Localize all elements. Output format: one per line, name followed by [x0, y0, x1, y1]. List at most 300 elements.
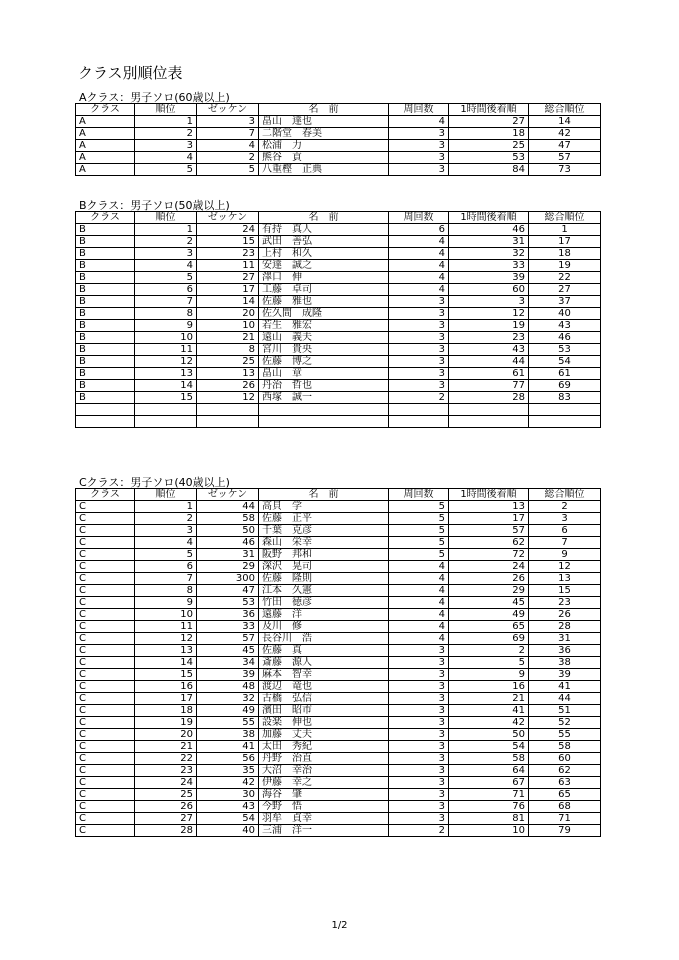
overall-rank-cell: 38 [529, 657, 601, 669]
after-1h-cell: 3 [449, 296, 529, 308]
name-cell: 及川 修 [259, 621, 389, 633]
class-cell: B [76, 332, 135, 344]
laps-cell: 6 [389, 224, 449, 236]
overall-rank-cell: 22 [529, 272, 601, 284]
class-c-table [75, 488, 601, 837]
rank-cell: 18 [135, 705, 197, 717]
overall-rank-cell: 27 [529, 284, 601, 296]
name-cell: 佐藤 隆則 [259, 573, 389, 585]
laps-cell: 4 [389, 573, 449, 585]
table-row [76, 308, 601, 320]
overall-rank-cell: 36 [529, 645, 601, 657]
class-cell: A [76, 140, 135, 152]
class-cell: C [76, 525, 135, 537]
class-cell: B [76, 260, 135, 272]
name-cell: 工藤 卓司 [259, 284, 389, 296]
header-row [76, 489, 601, 501]
page-number: 1/2 [331, 920, 348, 931]
class-cell: A [76, 116, 135, 128]
class-cell [76, 416, 135, 428]
bib-cell [197, 416, 259, 428]
class-cell: C [76, 681, 135, 693]
name-cell: 二階堂 春美 [259, 128, 389, 140]
after-1h-cell: 39 [449, 272, 529, 284]
after-1h-cell: 65 [449, 621, 529, 633]
laps-cell: 3 [389, 801, 449, 813]
overall-rank-cell: 23 [529, 597, 601, 609]
table-row [76, 224, 601, 236]
rank-cell: 20 [135, 729, 197, 741]
name-cell: 渡辺 竜也 [259, 681, 389, 693]
laps-cell: 3 [389, 657, 449, 669]
bib-cell: 26 [197, 380, 259, 392]
class-cell: C [76, 753, 135, 765]
bib-cell: 14 [197, 296, 259, 308]
column-header: ゼッケン [197, 489, 259, 501]
laps-cell: 3 [389, 368, 449, 380]
bib-cell: 13 [197, 368, 259, 380]
class-cell: C [76, 549, 135, 561]
after-1h-cell: 58 [449, 753, 529, 765]
overall-rank-cell: 7 [529, 537, 601, 549]
name-cell: 畠山 章 [259, 368, 389, 380]
bib-cell: 35 [197, 765, 259, 777]
rank-cell: 19 [135, 717, 197, 729]
after-1h-cell: 53 [449, 152, 529, 164]
rank-cell: 2 [135, 128, 197, 140]
overall-rank-cell: 71 [529, 813, 601, 825]
class-cell: C [76, 705, 135, 717]
class-cell: C [76, 609, 135, 621]
after-1h-cell: 81 [449, 813, 529, 825]
name-cell: 遠山 義夫 [259, 332, 389, 344]
table-row [76, 152, 601, 164]
bib-cell: 20 [197, 308, 259, 320]
name-cell: 佐藤 博之 [259, 356, 389, 368]
table-row [76, 741, 601, 753]
column-header: 総合順位 [529, 212, 601, 224]
name-cell: 森山 栄幸 [259, 537, 389, 549]
laps-cell: 3 [389, 705, 449, 717]
name-cell: 斎藤 源人 [259, 657, 389, 669]
overall-rank-cell: 58 [529, 741, 601, 753]
column-header: ゼッケン [197, 212, 259, 224]
after-1h-cell: 31 [449, 236, 529, 248]
after-1h-cell: 33 [449, 260, 529, 272]
table-row [76, 597, 601, 609]
name-cell: 阪野 邦和 [259, 549, 389, 561]
name-cell: 佐藤 正平 [259, 513, 389, 525]
bib-cell: 33 [197, 621, 259, 633]
rank-cell: 1 [135, 224, 197, 236]
after-1h-cell: 23 [449, 332, 529, 344]
rank-cell: 6 [135, 561, 197, 573]
overall-rank-cell: 51 [529, 705, 601, 717]
class-cell: C [76, 765, 135, 777]
laps-cell: 4 [389, 585, 449, 597]
after-1h-cell: 72 [449, 549, 529, 561]
name-cell: 高貝 学 [259, 501, 389, 513]
rank-cell: 10 [135, 332, 197, 344]
class-cell: C [76, 621, 135, 633]
overall-rank-cell: 43 [529, 320, 601, 332]
bib-cell: 27 [197, 272, 259, 284]
rank-cell: 17 [135, 693, 197, 705]
after-1h-cell: 5 [449, 657, 529, 669]
name-cell: 遠藤 洋 [259, 609, 389, 621]
bib-cell: 24 [197, 224, 259, 236]
after-1h-cell: 13 [449, 501, 529, 513]
rank-cell: 11 [135, 621, 197, 633]
rank-cell: 16 [135, 681, 197, 693]
bib-cell: 5 [197, 164, 259, 176]
bib-cell: 2 [197, 152, 259, 164]
overall-rank-cell: 57 [529, 152, 601, 164]
table-row [76, 537, 601, 549]
bib-cell: 3 [197, 116, 259, 128]
rank-cell: 15 [135, 669, 197, 681]
laps-cell: 3 [389, 645, 449, 657]
after-1h-cell: 44 [449, 356, 529, 368]
after-1h-cell: 64 [449, 765, 529, 777]
after-1h-cell: 76 [449, 801, 529, 813]
overall-rank-cell: 12 [529, 561, 601, 573]
bib-cell: 44 [197, 501, 259, 513]
header-row [76, 212, 601, 224]
name-cell: 松浦 力 [259, 140, 389, 152]
laps-cell: 3 [389, 789, 449, 801]
bib-cell: 8 [197, 344, 259, 356]
overall-rank-cell: 54 [529, 356, 601, 368]
after-1h-cell: 77 [449, 380, 529, 392]
after-1h-cell: 54 [449, 741, 529, 753]
overall-rank-cell: 18 [529, 248, 601, 260]
overall-rank-cell: 2 [529, 501, 601, 513]
column-header: 周回数 [389, 104, 449, 116]
header-row [76, 104, 601, 116]
overall-rank-cell: 41 [529, 681, 601, 693]
table-row [76, 380, 601, 392]
rank-cell [135, 404, 197, 416]
rank-cell: 2 [135, 513, 197, 525]
table-row [76, 573, 601, 585]
class-cell: C [76, 741, 135, 753]
column-header: 周回数 [389, 489, 449, 501]
column-header: クラス [76, 212, 135, 224]
rank-cell: 23 [135, 765, 197, 777]
laps-cell: 3 [389, 717, 449, 729]
table-row [76, 585, 601, 597]
after-1h-cell: 84 [449, 164, 529, 176]
overall-rank-cell: 40 [529, 308, 601, 320]
rank-cell: 14 [135, 657, 197, 669]
bib-cell: 21 [197, 332, 259, 344]
laps-cell [389, 416, 449, 428]
bib-cell: 17 [197, 284, 259, 296]
after-1h-cell: 10 [449, 825, 529, 837]
laps-cell: 4 [389, 236, 449, 248]
laps-cell: 3 [389, 128, 449, 140]
class-cell: B [76, 392, 135, 404]
after-1h-cell: 41 [449, 705, 529, 717]
table-row [76, 549, 601, 561]
overall-rank-cell: 44 [529, 693, 601, 705]
overall-rank-cell: 19 [529, 260, 601, 272]
table-row [76, 513, 601, 525]
table-row [76, 693, 601, 705]
table-row [76, 272, 601, 284]
overall-rank-cell: 83 [529, 392, 601, 404]
table-row [76, 260, 601, 272]
rank-cell: 5 [135, 549, 197, 561]
column-header: 順位 [135, 104, 197, 116]
name-cell: 若生 雅宏 [259, 320, 389, 332]
laps-cell: 4 [389, 260, 449, 272]
class-cell: C [76, 825, 135, 837]
after-1h-cell: 27 [449, 116, 529, 128]
name-cell [259, 416, 389, 428]
table-row [76, 416, 601, 428]
after-1h-cell: 24 [449, 561, 529, 573]
laps-cell: 4 [389, 272, 449, 284]
after-1h-cell: 28 [449, 392, 529, 404]
name-cell: 八重樫 正典 [259, 164, 389, 176]
name-cell: 丹野 治直 [259, 753, 389, 765]
laps-cell: 3 [389, 741, 449, 753]
table-row [76, 248, 601, 260]
after-1h-cell: 67 [449, 777, 529, 789]
rank-cell: 5 [135, 272, 197, 284]
rank-cell [135, 416, 197, 428]
rank-cell: 2 [135, 236, 197, 248]
name-cell: 上村 和久 [259, 248, 389, 260]
rank-cell: 3 [135, 140, 197, 152]
name-cell: 佐藤 雅也 [259, 296, 389, 308]
rank-cell: 5 [135, 164, 197, 176]
rank-cell: 12 [135, 633, 197, 645]
bib-cell: 10 [197, 320, 259, 332]
column-header: 順位 [135, 212, 197, 224]
class-cell: C [76, 585, 135, 597]
class-cell: C [76, 693, 135, 705]
after-1h-cell: 50 [449, 729, 529, 741]
overall-rank-cell: 65 [529, 789, 601, 801]
laps-cell: 3 [389, 681, 449, 693]
overall-rank-cell: 53 [529, 344, 601, 356]
overall-rank-cell: 52 [529, 717, 601, 729]
after-1h-cell: 60 [449, 284, 529, 296]
laps-cell: 4 [389, 284, 449, 296]
rank-cell: 10 [135, 609, 197, 621]
class-cell: C [76, 657, 135, 669]
section-b-heading: Bクラス：男子ソロ(50歳以上) [79, 199, 230, 212]
column-header: クラス [76, 104, 135, 116]
name-cell: 深沢 晃司 [259, 561, 389, 573]
rank-cell: 12 [135, 356, 197, 368]
class-cell: B [76, 272, 135, 284]
bib-cell [197, 404, 259, 416]
class-cell: C [76, 669, 135, 681]
bib-cell: 53 [197, 597, 259, 609]
section-c-heading: Cクラス：男子ソロ(40歳以上) [79, 476, 230, 489]
after-1h-cell: 43 [449, 344, 529, 356]
after-1h-cell: 17 [449, 513, 529, 525]
table-row [76, 236, 601, 248]
class-cell: C [76, 633, 135, 645]
laps-cell: 3 [389, 356, 449, 368]
name-cell: 竹田 徳彦 [259, 597, 389, 609]
class-b-table [75, 211, 601, 428]
name-cell: 三浦 洋一 [259, 825, 389, 837]
overall-rank-cell: 55 [529, 729, 601, 741]
laps-cell: 2 [389, 392, 449, 404]
after-1h-cell: 21 [449, 693, 529, 705]
after-1h-cell: 45 [449, 597, 529, 609]
laps-cell: 3 [389, 320, 449, 332]
after-1h-cell: 69 [449, 633, 529, 645]
bib-cell: 57 [197, 633, 259, 645]
name-cell: 安達 誠之 [259, 260, 389, 272]
name-cell: 大沼 幸治 [259, 765, 389, 777]
laps-cell: 3 [389, 140, 449, 152]
laps-cell: 4 [389, 633, 449, 645]
laps-cell: 3 [389, 332, 449, 344]
name-cell: 武田 善弘 [259, 236, 389, 248]
class-cell: C [76, 777, 135, 789]
name-cell: 千葉 克彦 [259, 525, 389, 537]
table-row [76, 296, 601, 308]
class-cell: C [76, 513, 135, 525]
name-cell [259, 404, 389, 416]
name-cell: 長谷川 浩 [259, 633, 389, 645]
name-cell: 澤口 伸 [259, 272, 389, 284]
rank-cell: 28 [135, 825, 197, 837]
after-1h-cell: 18 [449, 128, 529, 140]
laps-cell: 5 [389, 549, 449, 561]
table-row [76, 368, 601, 380]
rank-cell: 15 [135, 392, 197, 404]
after-1h-cell: 9 [449, 669, 529, 681]
laps-cell: 3 [389, 693, 449, 705]
bib-cell: 34 [197, 657, 259, 669]
bib-cell: 55 [197, 717, 259, 729]
class-a-table [75, 103, 601, 176]
column-header: 総合順位 [529, 489, 601, 501]
after-1h-cell: 32 [449, 248, 529, 260]
table-row [76, 777, 601, 789]
after-1h-cell [449, 404, 529, 416]
class-cell: A [76, 152, 135, 164]
name-cell: 有持 真人 [259, 224, 389, 236]
rank-cell: 25 [135, 789, 197, 801]
table-row [76, 164, 601, 176]
rank-cell: 1 [135, 501, 197, 513]
table-row [76, 669, 601, 681]
rank-cell: 9 [135, 320, 197, 332]
bib-cell: 43 [197, 801, 259, 813]
overall-rank-cell: 15 [529, 585, 601, 597]
column-header: 名 前 [259, 104, 389, 116]
table-row [76, 332, 601, 344]
column-header: 1時間後着順 [449, 212, 529, 224]
class-cell: C [76, 597, 135, 609]
overall-rank-cell: 42 [529, 128, 601, 140]
bib-cell: 4 [197, 140, 259, 152]
page-title: クラス別順位表 [78, 64, 183, 82]
after-1h-cell: 26 [449, 573, 529, 585]
table-row [76, 801, 601, 813]
column-header: クラス [76, 489, 135, 501]
class-cell [76, 404, 135, 416]
section-a-heading: Aクラス：男子ソロ(60歳以上) [79, 91, 230, 104]
rank-cell: 24 [135, 777, 197, 789]
bib-cell: 36 [197, 609, 259, 621]
class-cell: B [76, 284, 135, 296]
rank-cell: 27 [135, 813, 197, 825]
bib-cell: 49 [197, 705, 259, 717]
after-1h-cell: 25 [449, 140, 529, 152]
rank-cell: 4 [135, 260, 197, 272]
bib-cell: 29 [197, 561, 259, 573]
overall-rank-cell: 79 [529, 825, 601, 837]
overall-rank-cell: 14 [529, 116, 601, 128]
class-cell: C [76, 501, 135, 513]
name-cell: 丹治 哲也 [259, 380, 389, 392]
overall-rank-cell: 47 [529, 140, 601, 152]
column-header: 名 前 [259, 489, 389, 501]
name-cell: 太田 秀紀 [259, 741, 389, 753]
bib-cell: 58 [197, 513, 259, 525]
bib-cell: 42 [197, 777, 259, 789]
laps-cell: 3 [389, 729, 449, 741]
table-row [76, 501, 601, 513]
after-1h-cell: 2 [449, 645, 529, 657]
table-row [76, 813, 601, 825]
bib-cell: 47 [197, 585, 259, 597]
overall-rank-cell: 73 [529, 164, 601, 176]
laps-cell: 3 [389, 152, 449, 164]
overall-rank-cell: 68 [529, 801, 601, 813]
table-row [76, 561, 601, 573]
overall-rank-cell: 26 [529, 609, 601, 621]
name-cell: 麻本 智幸 [259, 669, 389, 681]
overall-rank-cell: 69 [529, 380, 601, 392]
rank-cell: 3 [135, 525, 197, 537]
after-1h-cell: 16 [449, 681, 529, 693]
name-cell: 佐藤 真 [259, 645, 389, 657]
after-1h-cell: 49 [449, 609, 529, 621]
table-row [76, 657, 601, 669]
bib-cell: 48 [197, 681, 259, 693]
laps-cell [389, 404, 449, 416]
overall-rank-cell: 61 [529, 368, 601, 380]
bib-cell: 39 [197, 669, 259, 681]
rank-cell: 9 [135, 597, 197, 609]
overall-rank-cell: 31 [529, 633, 601, 645]
table-row [76, 128, 601, 140]
after-1h-cell: 42 [449, 717, 529, 729]
overall-rank-cell: 37 [529, 296, 601, 308]
bib-cell: 31 [197, 549, 259, 561]
laps-cell: 3 [389, 380, 449, 392]
table-row [76, 356, 601, 368]
bib-cell: 46 [197, 537, 259, 549]
after-1h-cell [449, 416, 529, 428]
class-cell: B [76, 368, 135, 380]
laps-cell: 3 [389, 164, 449, 176]
class-cell: B [76, 236, 135, 248]
name-cell: 設楽 伸也 [259, 717, 389, 729]
